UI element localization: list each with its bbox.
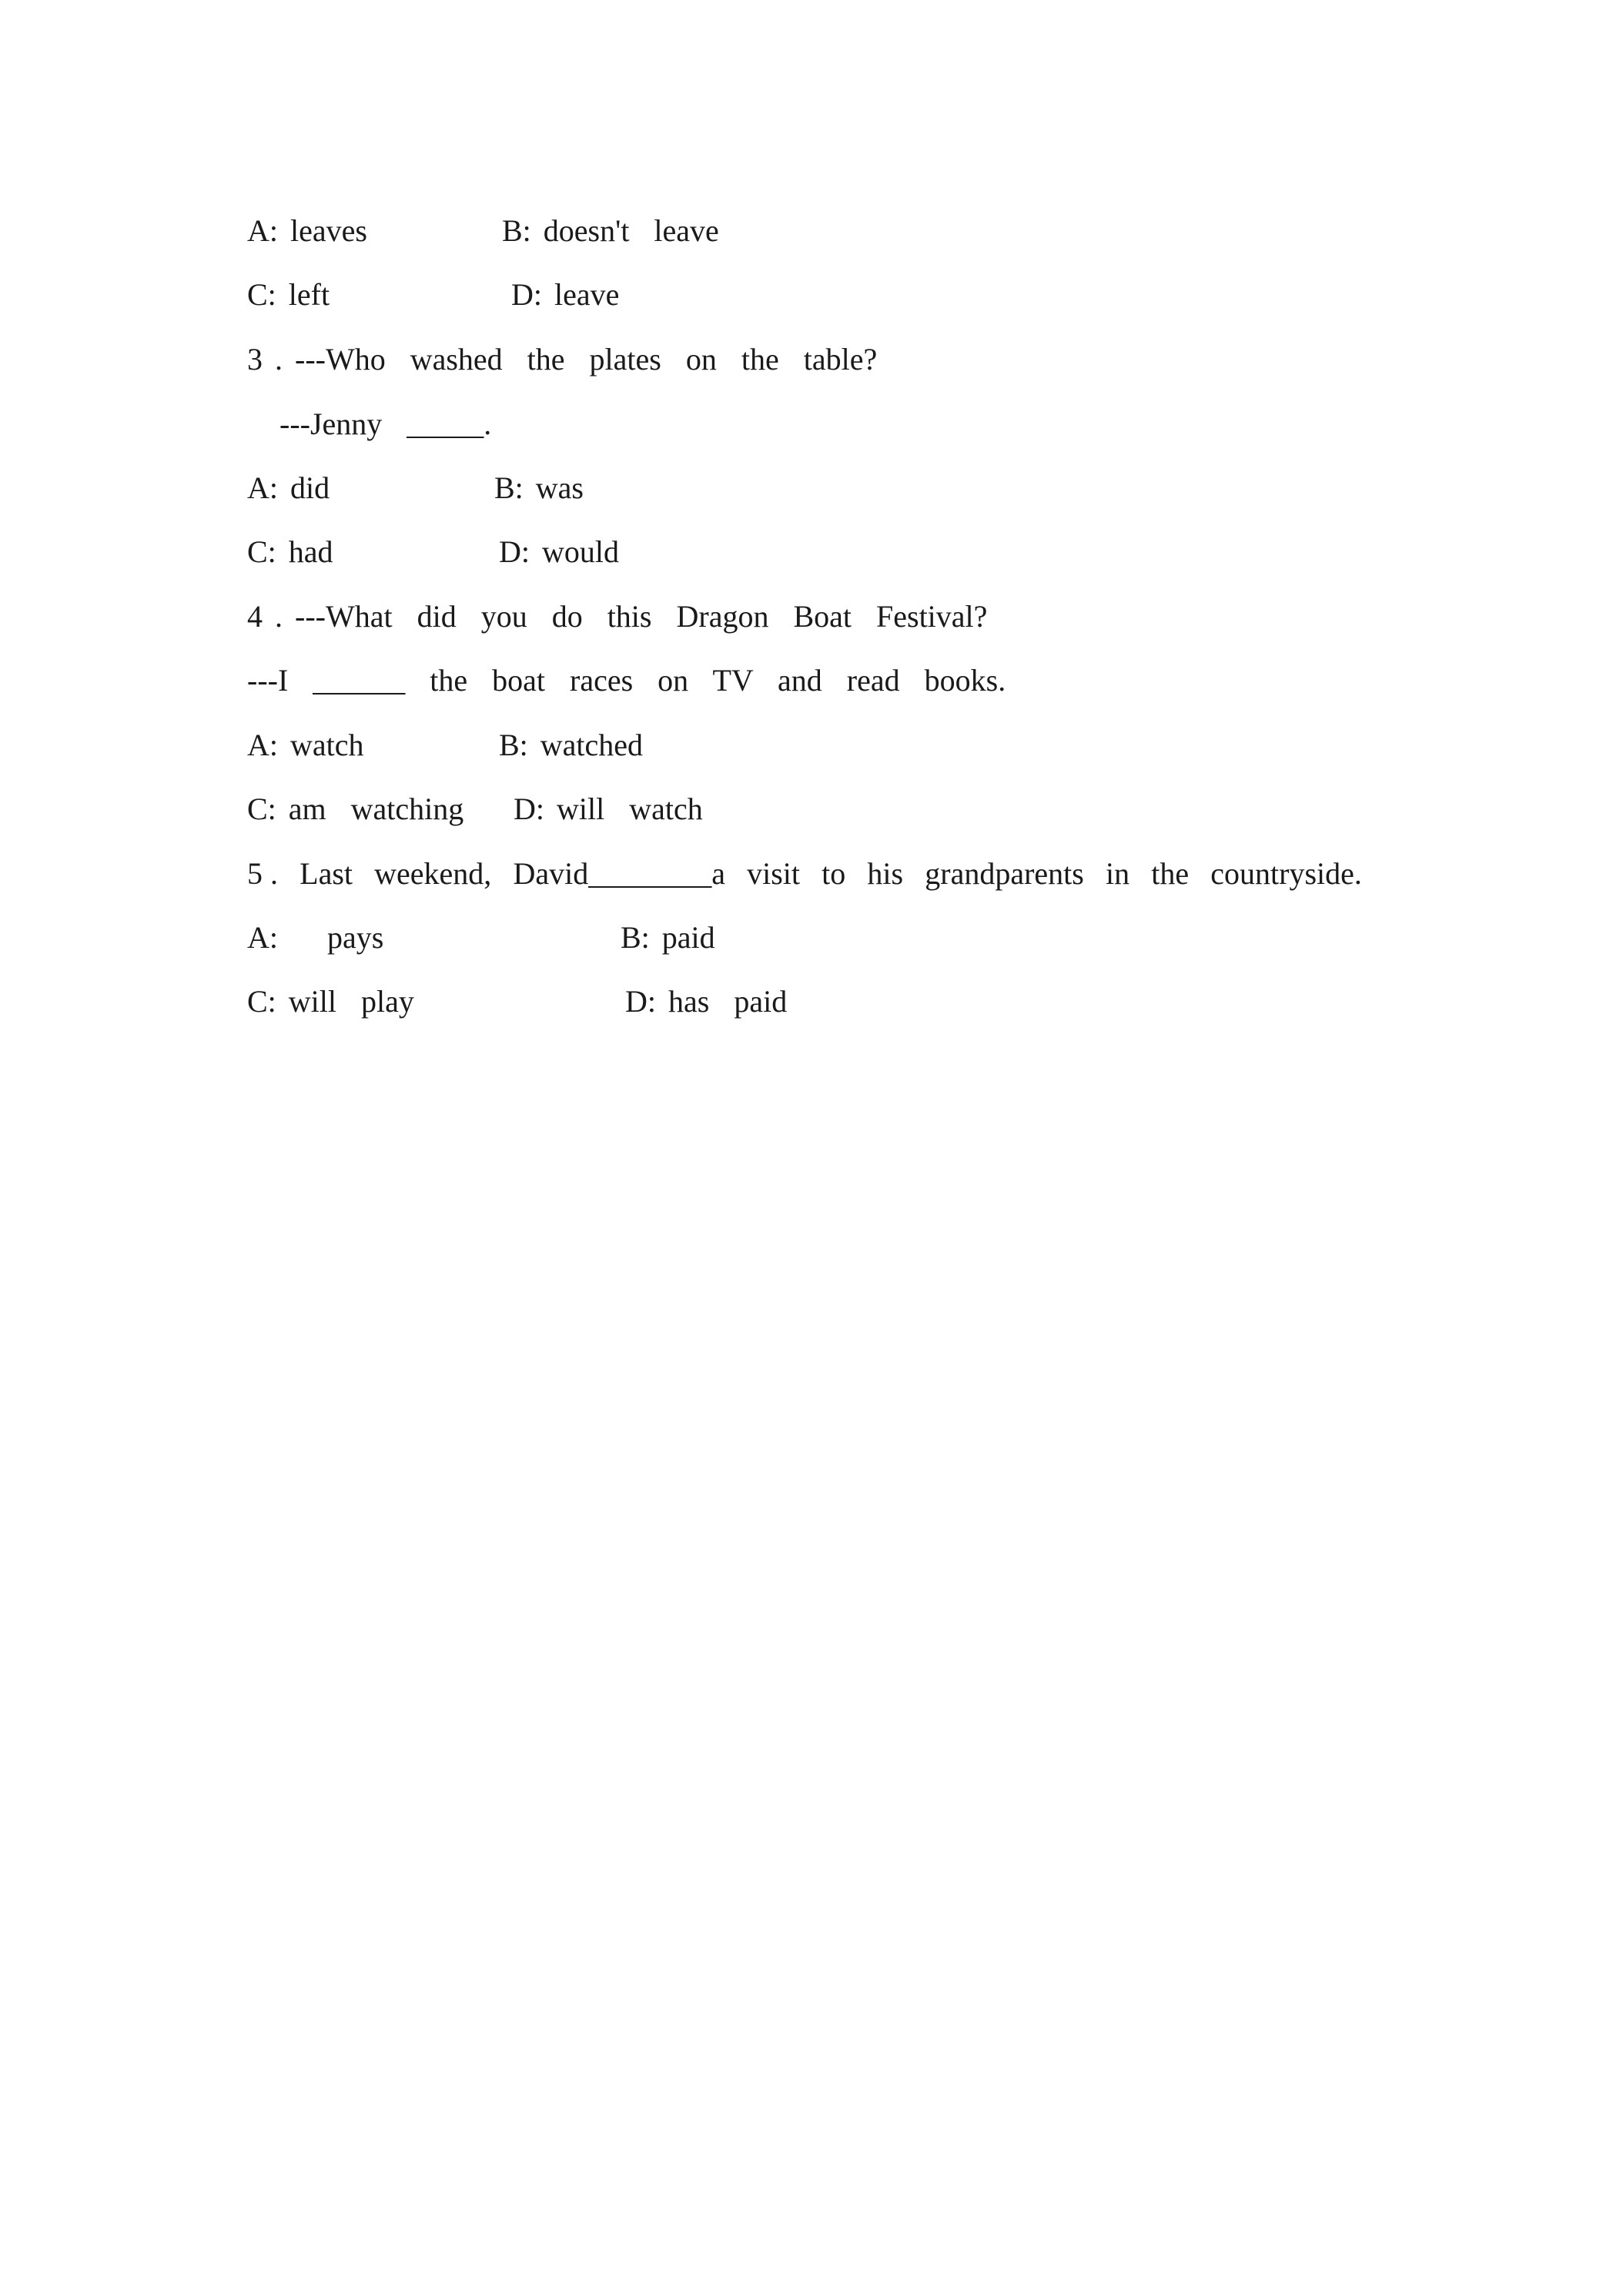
q5-word: 5 . — [247, 856, 278, 891]
q5-word: his — [867, 856, 904, 891]
q5-option-a: A: pays — [247, 920, 384, 955]
q5-option-d: D: has paid — [625, 984, 788, 1019]
q5-word: Last — [300, 856, 353, 891]
q4-answer-line: ---I ______ the boat races on TV and read books. — [247, 663, 1006, 698]
q4-option-a: A: watch — [247, 728, 364, 762]
q5-word: grandparents — [925, 856, 1084, 891]
q4-options-row-1 — [0, 727, 1623, 764]
q3-option-b: B: was — [494, 470, 584, 505]
q3-answer-line: ---Jenny _____. — [279, 407, 492, 441]
q2-option-a: A: leaves — [247, 213, 367, 248]
q5-word: to — [822, 856, 846, 891]
q2-options-row-2 — [0, 276, 1623, 313]
q4-option-d: D: will watch — [514, 792, 703, 826]
q5-stem — [247, 855, 1362, 892]
q3-options-row-1 — [0, 470, 1623, 507]
q2-option-d: D: leave — [511, 277, 620, 312]
q3-option-a: A: did — [247, 470, 330, 505]
q4-options-row-2 — [0, 791, 1623, 828]
q3-option-d: D: would — [499, 534, 619, 569]
q2-option-b: B: doesn't leave — [502, 213, 719, 248]
q5-word: countryside. — [1210, 856, 1362, 891]
q5-word: David________a — [513, 856, 725, 891]
q5-word: the — [1151, 856, 1190, 891]
q2-options-row-1 — [0, 213, 1623, 249]
q5-word: visit — [747, 856, 801, 891]
q3-option-c: C: had — [247, 534, 333, 569]
q2-option-c: C: left — [247, 277, 330, 312]
q5-options-row-1 — [0, 919, 1623, 956]
q5-option-c: C: will play — [247, 984, 414, 1019]
q5-word: in — [1105, 856, 1130, 891]
q4-option-c: C: am watching — [247, 792, 464, 826]
q5-options-row-2 — [0, 983, 1623, 1020]
q4-stem: 4 . ---What did you do this Dragon Boat Festival? — [247, 599, 988, 634]
q3-options-row-2 — [0, 534, 1623, 571]
q5-option-b: B: paid — [621, 920, 715, 955]
q5-word: weekend, — [374, 856, 492, 891]
q3-stem: 3 . ---Who washed the plates on the table? — [247, 342, 878, 377]
q4-option-b: B: watched — [499, 728, 644, 762]
